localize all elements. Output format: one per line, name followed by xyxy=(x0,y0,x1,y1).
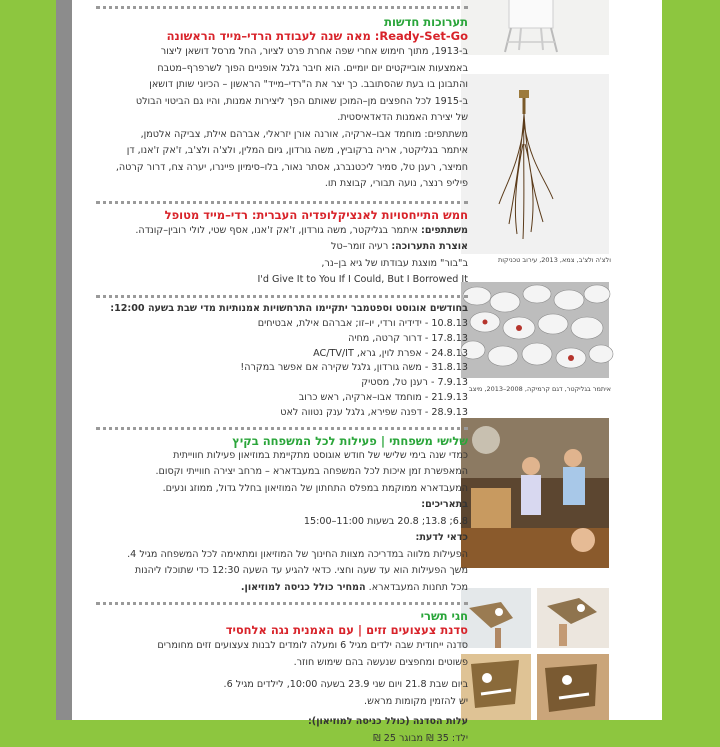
exhibitions-p4: ב-1915 לכל החפצים מן–המוכן שאותם הפך ליצירות אמנות, והיו גם הביטוי הבולט xyxy=(135,95,468,107)
toy-image-4 xyxy=(537,654,609,720)
divider-2 xyxy=(96,201,468,204)
holidays-section xyxy=(96,609,468,747)
tour-item: 10.8.13 - ידידיה ורדי, יו–זו; אברהם אילת, אבטיחים xyxy=(257,318,468,329)
tour-item: 17.8.13 - דרור קרטה, מחיה xyxy=(348,332,468,344)
holidays-header: חגי תשרי xyxy=(420,609,468,624)
family-dates-label: בתאריכים: xyxy=(421,499,468,511)
bor-title: I'd Give It to You If I Could, But I Borrowed It xyxy=(257,274,468,285)
tour-item: 28.9.13 - דפנה שפירא, גלגל ענק נטווה לאט xyxy=(280,406,468,418)
tour-item: 21.9.13 - מוחמד אבו–ארקיה, ראש כרוב xyxy=(298,391,468,403)
family-title: שלישי משפחתי | פעילות לכל המשפחה בקיץ xyxy=(232,433,468,448)
plates-image xyxy=(461,282,609,378)
family-dates: 6.8; 13.8; 20.8 בשעות 11:00–15:00 xyxy=(303,515,468,527)
tour-item: 24.8.13 - אפרת לוין, גרא, AC/TV/IT xyxy=(313,347,468,359)
toy-image-2 xyxy=(537,588,609,648)
divider-5 xyxy=(96,602,468,605)
brochure-page xyxy=(72,0,662,744)
curator-name: רעיה זומר–טל xyxy=(331,241,389,252)
holidays-title: סדנת צעצועים זזים | עם האמנית נגה אלחסיד xyxy=(225,623,468,638)
caption-plates: איתמר בגליקטר, דגם קרמיקה, 2008–2013, מיצב xyxy=(468,385,611,393)
family-p3: המעבדארא ממוקמת במפלס התחתון של המוזיאון בחלל גדול, ממוזג ונעים. xyxy=(162,482,468,494)
exhibitions-section xyxy=(96,15,468,193)
faucet-roots-image xyxy=(461,74,609,254)
tours-list xyxy=(96,317,468,421)
participants-3: חמיצר, רענן טל, סמיר ליכטנברג, אסתר נאור, בלו–סימיון פיינרו, יערה צח, דרור קרטה, xyxy=(115,161,468,173)
family-note-3: מכל תחנות המעבדארא. xyxy=(368,581,468,593)
encyclopedia-section xyxy=(96,208,468,289)
exhibitions-p3: והתבונן בו בעת שהסתובב. כך יצר את ה"רדי–מייד" הראשון – הכיוני שותן דושאן xyxy=(149,79,468,90)
exhibitions-p2: באמצעות אובייקטים יום יומיים. הוא חיבר גלגל אופניים הפוך לשרפרף–מטבח xyxy=(157,62,468,74)
text-column xyxy=(96,0,468,747)
caption-root: ולצ'ה ולצ'ב, צמא, 2013, עירוב טכניקות xyxy=(497,256,611,264)
family-note-2: משך הפעילות הוא עד שעה וחצי. כדאי להגיע עד השעה 12:30 כדי שתוכלו ליהנות xyxy=(134,565,468,577)
tours-intro: בחודשים אוגוסט וספטמבר יתקיימו התרחשויות אמנותיות מדי שבת בשעה 12:00: xyxy=(110,302,468,314)
family-note-1: הפעילות מלווה במדריכה מצוות החינוך של המוזיאון ומתאימה לכל המשפחה מגיל 4. xyxy=(127,548,468,560)
holidays-p2: פשוטים ומחפצים שנעשה בהם שימוש חוזר. xyxy=(293,656,468,668)
family-price: המחיר כולל כניסה למוזיאון. xyxy=(240,581,366,593)
participants-4: פיליפ רנצר, נועה תבורי, קבוצת תו. xyxy=(324,178,468,189)
tours-section xyxy=(96,301,468,421)
holidays-cost-label: עלות הסדנה (כולל כניסה למוזיאון): xyxy=(307,716,468,728)
family-section xyxy=(96,434,468,597)
toy-image-1 xyxy=(461,588,531,648)
encyclopedia-title: חמש התייחסויות לאנציקלופדיה העברית: רדי–מייד מטופל xyxy=(164,207,468,222)
curator-label: אוצרת התערוכה: xyxy=(391,241,468,252)
exhibitions-p5: של יצירת האמנות הדאדאיסטית. xyxy=(337,112,468,123)
bor-line: ב"בור" מוצגת עבודתו של גיא בן–נר, xyxy=(321,257,468,269)
toy-image-3 xyxy=(461,654,531,720)
family-p1: כמדי שנה בימי שלישי של חודש אוגוסט מתקיימת במוזיאון פעילות חווייתית xyxy=(173,449,468,461)
family-p2: המאפשרת זמן איכות לכל המשפחה במעבדארא – מרחב יצירה חווייתי וקסום. xyxy=(155,466,468,478)
holidays-p1: סדנה ייחודית שבה ילדים מגיל 6 ומעלה לומדים לבנות צעצועים זזים מחומרים xyxy=(157,640,468,652)
encyclopedia-participants: איתמר בגליקטר, משה גורדון, ז'אק ז'אנו, אסף שטי, לולי רובין–קונדה. xyxy=(135,224,418,236)
divider-4 xyxy=(96,427,468,430)
encyclopedia-participants-label: משתתפים: xyxy=(421,224,468,236)
holidays-date-1: ביום שבת 21.8 ויום שני 23.9 בשעה 10:00, לילדים מגיל 6. xyxy=(223,679,468,691)
participants-1: משתתפים: מוחמד אבו–ארקיה, אורנה אורן יזראלי, אברהם אילת, צביקה אלטמן, xyxy=(140,128,468,140)
exhibitions-title: Ready-Set-Go: מאה שנה לעבודת הרדי–מייד הראשונה xyxy=(166,29,468,43)
chair-image xyxy=(461,0,609,55)
participants-2: איתמר בגליקטר, אריה ברקוביץ, משה גורדון, גיום המלין, ולצ'ה ולצ'ב, ז'אק ז'אנו, דן xyxy=(126,145,468,156)
exhibitions-p1: ב-1913, מתוך חימוש אחרי שפה אחרת פרט לציור, החל מרסל דושאן ליצור xyxy=(160,46,468,57)
tour-item: 7.9.13 - רענן טל, מסטיק xyxy=(361,377,468,389)
divider-3 xyxy=(96,295,468,298)
left-gray-bar xyxy=(56,0,72,720)
divider-top xyxy=(96,6,468,9)
tour-item: 31.8.13 - משה גורדון, גלגל שקירה אם אפשר במקרה! xyxy=(240,362,468,374)
holidays-cost: ילד: 35 ₪ מבוגר 25 ₪ xyxy=(373,732,468,744)
exhibitions-header: תערוכות חדשות xyxy=(384,15,468,29)
family-note-label: כדאי לדעת: xyxy=(415,532,468,544)
holidays-date-2: יש להזמין מקומות מראש. xyxy=(364,695,468,707)
family-photo xyxy=(461,418,609,568)
